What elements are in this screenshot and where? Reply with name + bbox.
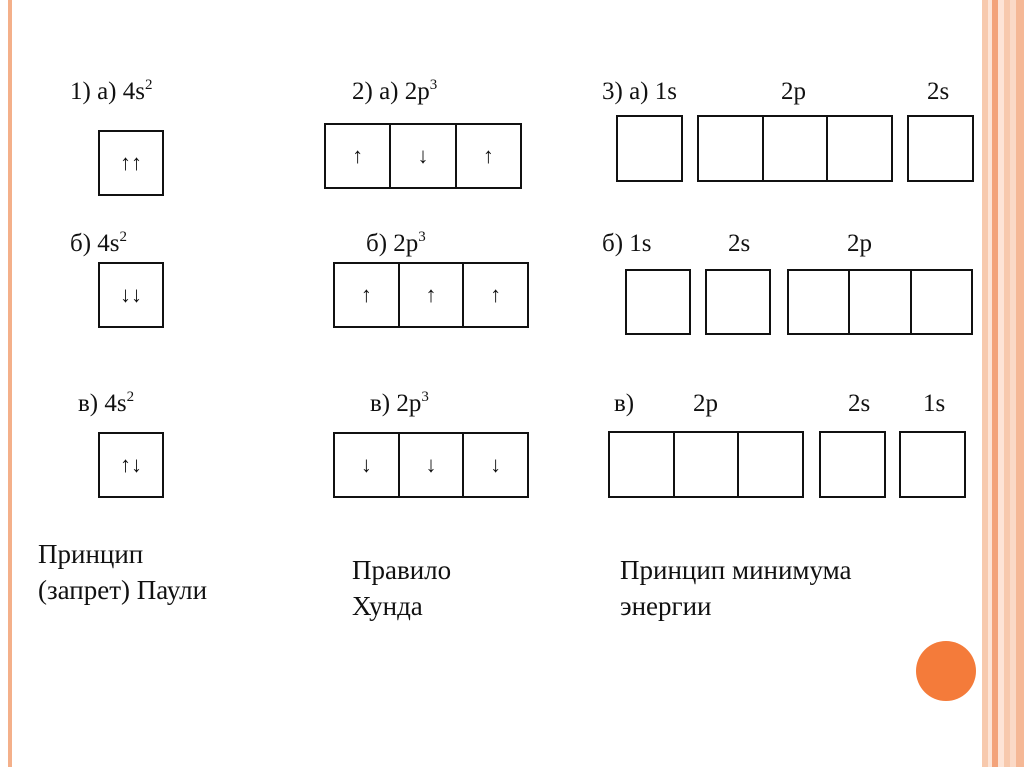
min-energy-caption-line2: энергии xyxy=(620,591,712,621)
min-a-2s-label: 2s xyxy=(927,78,950,105)
min-a-2p-label: 2p xyxy=(781,78,806,105)
min-b-2s-box xyxy=(705,269,771,335)
min-b-2p-cell xyxy=(850,271,911,333)
hund-caption-line2: Хунда xyxy=(352,591,423,621)
hund-b-cell: ↑ xyxy=(400,264,465,326)
min-c-1s-box xyxy=(899,431,966,498)
min-b-2p-cell xyxy=(789,271,850,333)
min-c-2p-label: 2p xyxy=(693,390,718,417)
min-b-2p-cell xyxy=(912,271,971,333)
pauli-caption-line1: Принцип xyxy=(38,539,144,569)
hund-b-cell: ↑ xyxy=(490,282,502,307)
min-c-prefix-label: в) xyxy=(614,390,635,417)
decorative-stripes xyxy=(982,0,1024,767)
hund-c-orbital-group xyxy=(333,432,529,498)
min-c-2s-box xyxy=(819,431,886,498)
hund-b-label: б) $2p^3$ xyxy=(366,229,426,257)
pauli-b-arrows: ↓↓ xyxy=(120,282,142,307)
min-energy-caption xyxy=(620,552,852,624)
hund-c-cell: ↓ xyxy=(400,434,465,496)
pauli-b-orbital-box xyxy=(98,262,164,328)
pauli-c-label: в) $4s^2$ xyxy=(78,389,135,417)
decorative-circle xyxy=(916,641,976,701)
pauli-caption xyxy=(38,536,207,608)
min-a-2s-box xyxy=(907,115,974,182)
hund-caption xyxy=(352,552,451,624)
min-b-2p-label: 2p xyxy=(847,230,872,257)
min-c-2p-cell xyxy=(675,433,740,496)
hund-a-cell: ↓ xyxy=(391,125,456,187)
min-b-2s-label: 2s xyxy=(728,230,751,257)
hund-a-label: 2) а) $2p^3$ xyxy=(352,77,438,105)
min-a-2p-cell xyxy=(764,117,829,180)
left-border-line xyxy=(8,0,12,767)
hund-a-cell: ↑ xyxy=(482,143,494,168)
min-a-2p-group xyxy=(697,115,893,182)
min-c-2s-label: 2s xyxy=(848,390,871,417)
pauli-c-arrows: ↑↓ xyxy=(120,452,142,477)
hund-c-label: в) $2p^3$ xyxy=(370,389,429,417)
hund-c-cell: ↓ xyxy=(335,434,400,496)
min-energy-caption-line1: Принцип минимума xyxy=(620,555,852,585)
min-c-2p-group xyxy=(608,431,804,498)
min-b-1s-box xyxy=(625,269,691,335)
pauli-b-label: б) $4s^2$ xyxy=(70,229,128,257)
pauli-c-orbital-box xyxy=(98,432,164,498)
min-a-2p-cell xyxy=(699,117,764,180)
pauli-caption-line2: (запрет) Паули xyxy=(38,575,208,605)
min-a-2p-cell xyxy=(828,117,891,180)
min-a-1s-box xyxy=(616,115,683,182)
hund-a-orbital-group xyxy=(324,123,522,189)
pauli-a-arrows: ↑↑ xyxy=(120,150,142,175)
min-b-prefix-label: б) 1s xyxy=(602,230,652,257)
hund-c-cell: ↓ xyxy=(490,452,502,477)
min-c-1s-label: 1s xyxy=(923,390,946,417)
min-c-2p-cell xyxy=(610,433,675,496)
min-c-2p-cell xyxy=(739,433,802,496)
hund-a-cell: ↑ xyxy=(326,125,391,187)
pauli-a-orbital-box xyxy=(98,130,164,196)
hund-b-orbital-group xyxy=(333,262,529,328)
hund-caption-line1: Правило xyxy=(352,555,452,585)
min-a-prefix-label: 3) а) 1s xyxy=(602,78,677,105)
min-b-2p-group xyxy=(787,269,973,335)
pauli-a-label: 1) а) $4s^2$ xyxy=(70,77,153,105)
hund-b-cell: ↑ xyxy=(335,264,400,326)
